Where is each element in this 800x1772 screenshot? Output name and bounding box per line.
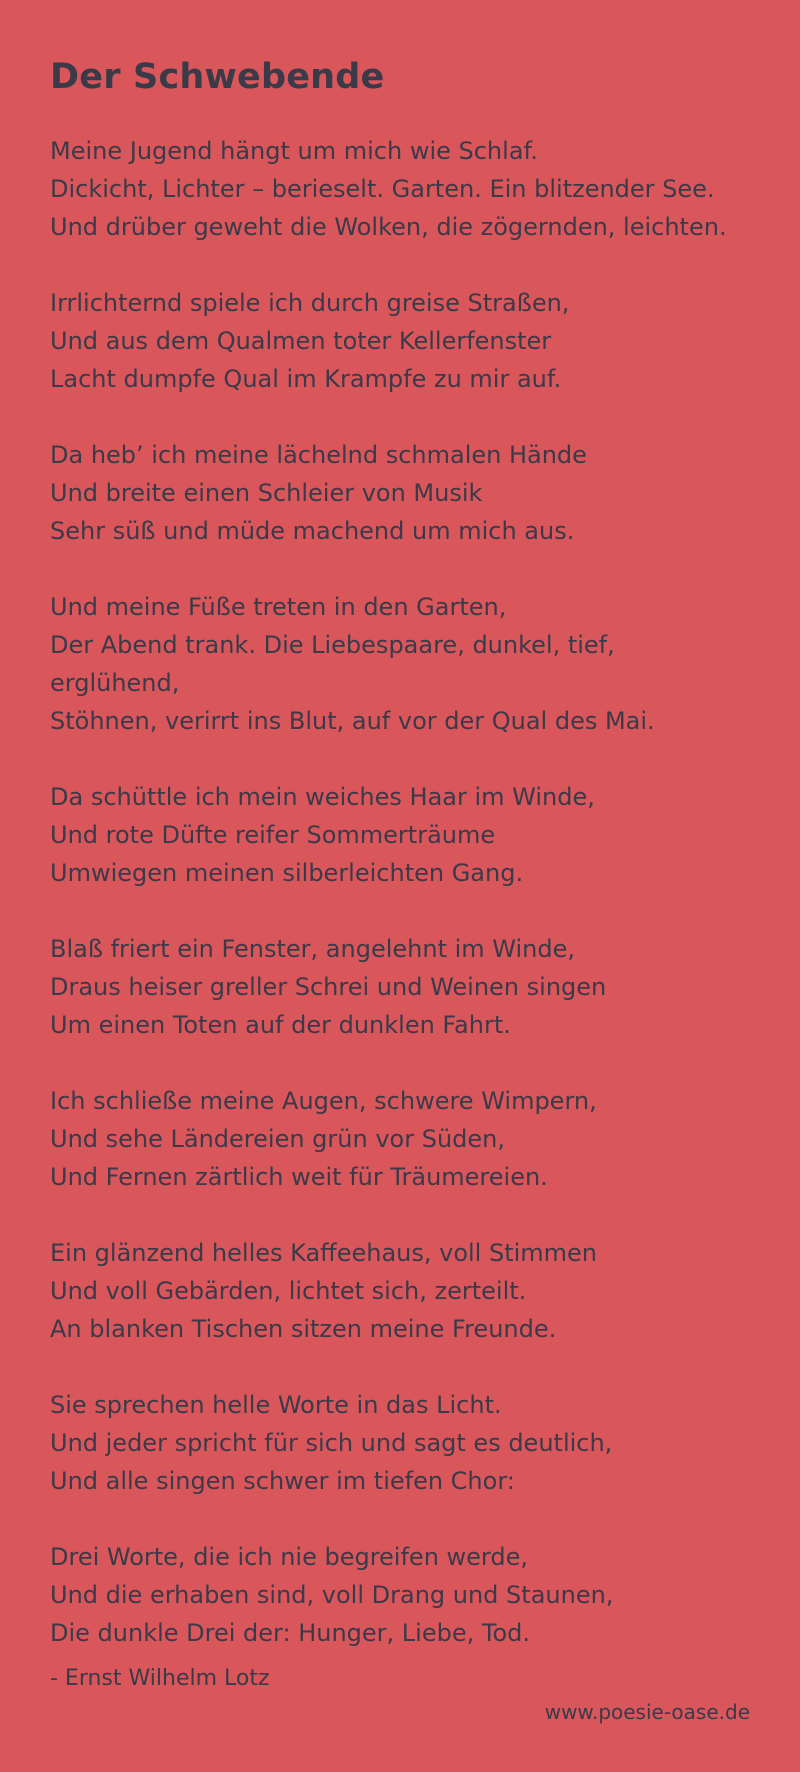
poem-line: Blaß friert ein Fenster, angelehnt im Winde, xyxy=(50,935,575,963)
poem-line: Umwiegen meinen silberleichten Gang. xyxy=(50,859,524,887)
stanza xyxy=(50,1082,750,1196)
poem-line: Und aus dem Qualmen toter Kellerfenster xyxy=(50,327,552,355)
poem-line: Und jeder spricht für sich und sagt es deutlich, xyxy=(50,1429,613,1457)
poem-line: Und meine Füße treten in den Garten, xyxy=(50,593,507,621)
stanza xyxy=(50,132,750,246)
poem-line: Der Abend trank. Die Liebespaare, dunkel, tief, erglühend, xyxy=(50,631,615,697)
website-credit: www.poesie-oase.de xyxy=(544,1700,750,1724)
poem-line: Ein glänzend helles Kaffeehaus, voll Stimmen xyxy=(50,1239,598,1267)
stanza xyxy=(50,1234,750,1348)
stanza xyxy=(50,588,750,740)
poem-line: Und rote Düfte reifer Sommerträume xyxy=(50,821,496,849)
poem-line: Und Fernen zärtlich weit für Träumereien. xyxy=(50,1163,548,1191)
stanza xyxy=(50,284,750,398)
poem-line: An blanken Tischen sitzen meine Freunde. xyxy=(50,1315,557,1343)
poem-line: Lacht dumpfe Qual im Krampfe zu mir auf. xyxy=(50,365,562,393)
poem-line: Und voll Gebärden, lichtet sich, zerteilt. xyxy=(50,1277,527,1305)
poem-line: Die dunkle Drei der: Hunger, Liebe, Tod. xyxy=(50,1619,530,1647)
stanza xyxy=(50,778,750,892)
poem-author: - Ernst Wilhelm Lotz xyxy=(50,1666,270,1691)
poem-line: Um einen Toten auf der dunklen Fahrt. xyxy=(50,1011,511,1039)
poem-line: Meine Jugend hängt um mich wie Schlaf. xyxy=(50,137,538,165)
poem-line: Irrlichternd spiele ich durch greise Straßen, xyxy=(50,289,570,317)
poem-line: Dickicht, Lichter – berieselt. Garten. Ein blitzender See. xyxy=(50,175,715,203)
stanza xyxy=(50,1538,750,1652)
poem-body xyxy=(50,132,750,1652)
poem-line: Stöhnen, verirrt ins Blut, auf vor der Qual des Mai. xyxy=(50,707,655,735)
poem-line: Draus heiser greller Schrei und Weinen singen xyxy=(50,973,607,1001)
stanza xyxy=(50,436,750,550)
poem-line: Und sehe Ländereien grün vor Süden, xyxy=(50,1125,506,1153)
poem-line: Sehr süß und müde machend um mich aus. xyxy=(50,517,575,545)
poem-line: Da schüttle ich mein weiches Haar im Winde, xyxy=(50,783,595,811)
poem-line: Ich schließe meine Augen, schwere Wimpern, xyxy=(50,1087,597,1115)
poem-line: Da heb’ ich meine lächelnd schmalen Hände xyxy=(50,441,587,469)
poem-title: Der Schwebende xyxy=(50,57,385,97)
stanza xyxy=(50,1386,750,1500)
poem-line: Und breite einen Schleier von Musik xyxy=(50,479,483,507)
poem-line: Und die erhaben sind, voll Drang und Staunen, xyxy=(50,1581,614,1609)
stanza xyxy=(50,930,750,1044)
poem-line: Und drüber geweht die Wolken, die zögernden, leichten. xyxy=(50,213,727,241)
poem-line: Und alle singen schwer im tiefen Chor: xyxy=(50,1467,515,1495)
poem-line: Drei Worte, die ich nie begreifen werde, xyxy=(50,1543,528,1571)
poem-line: Sie sprechen helle Worte in das Licht. xyxy=(50,1391,502,1419)
